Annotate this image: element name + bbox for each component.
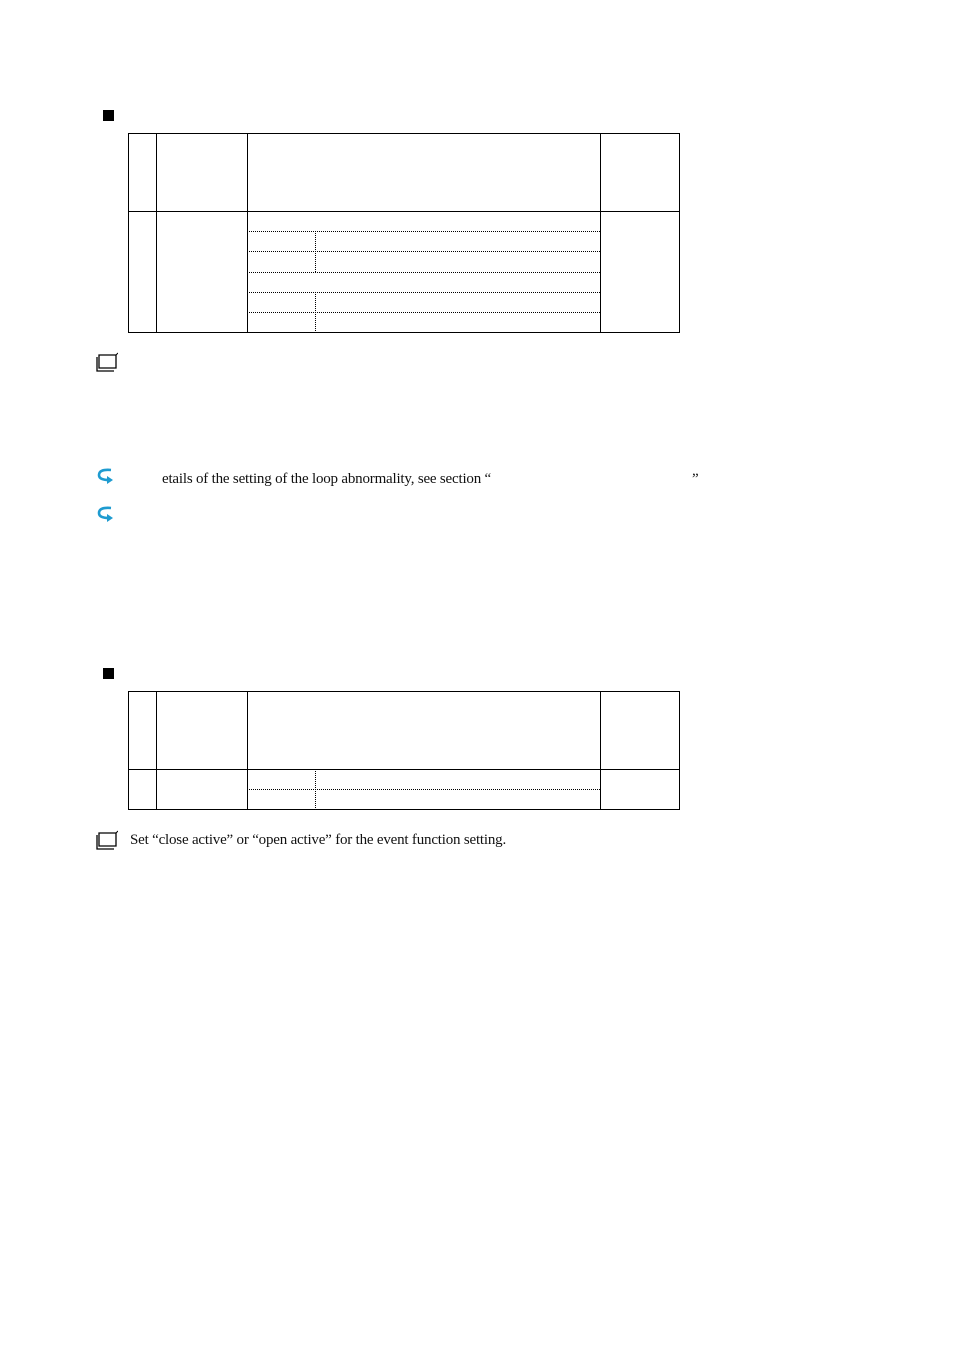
table-frame — [128, 691, 680, 810]
reference-1-text — [162, 470, 491, 488]
reference-1-text-before: etails of the setting of the loop abnormality, see section “ — [162, 471, 492, 487]
note-2-text: Set “close active” or “open active” for the event function setting. — [130, 832, 507, 848]
row-rule — [247, 312, 600, 313]
sub-column-rule — [315, 769, 316, 810]
row-rule — [247, 292, 600, 293]
sub-column-rule — [315, 292, 316, 333]
note-book-icon — [96, 830, 118, 850]
column-rule — [247, 133, 248, 333]
reference-arrow-icon — [96, 467, 116, 485]
square-bullet-icon — [103, 110, 114, 121]
column-rule — [156, 133, 157, 333]
column-rule — [247, 691, 248, 810]
square-bullet-icon — [103, 668, 114, 679]
header-rule — [128, 769, 680, 770]
row-rule — [247, 231, 600, 232]
note-book-icon — [96, 352, 118, 372]
reference-arrow-icon — [96, 505, 116, 523]
settings-table-1 — [128, 133, 680, 333]
sub-column-rule — [315, 231, 316, 272]
settings-table-2 — [128, 691, 680, 810]
row-rule — [247, 789, 600, 790]
column-rule — [600, 133, 601, 333]
column-rule — [600, 691, 601, 810]
column-rule — [156, 691, 157, 810]
row-rule — [247, 251, 600, 252]
reference-1-closing-quote: ” — [692, 471, 699, 487]
table-frame — [128, 133, 680, 333]
row-rule — [247, 272, 600, 273]
header-rule — [128, 211, 680, 212]
